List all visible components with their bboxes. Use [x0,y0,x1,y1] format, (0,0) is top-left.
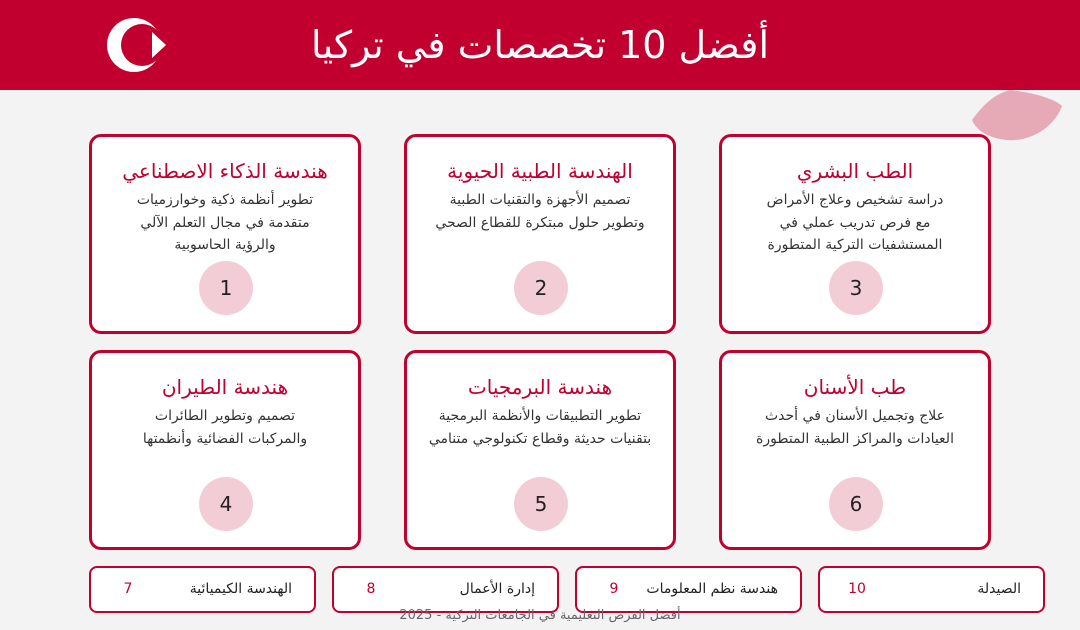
pill-label: هندسة نظم المعلومات [646,581,778,597]
rank-badge: 1 [199,261,253,315]
pill-rank: 10 [848,581,866,597]
pill-label: الصيدلة [977,581,1021,597]
card-desc-line: متقدمة في مجال التعلم الآلي [140,214,310,231]
card-title: هندسة الطيران [161,375,289,399]
specialty-card-biomedical-engineering[interactable] [404,134,676,334]
card-desc-line: تصميم الأجهزة والتقنيات الطبية [449,192,631,208]
rank-badge: 4 [199,477,253,531]
card-description [742,405,968,450]
pill-rank: 9 [609,581,619,597]
card-title: هندسة البرمجيات [467,375,613,399]
header-banner [0,0,1080,90]
pill-rank: 7 [123,581,133,597]
specialty-pill-pharmacy[interactable] [818,566,1045,613]
card-desc-line: دراسة تشخيص وعلاج الأمراض [766,192,944,208]
card-title: الطب البشري [796,159,914,183]
rank-badge: 3 [829,261,883,315]
card-desc-line: والرؤية الحاسوبية [174,237,276,253]
card-description [112,189,338,257]
rank-badge: 2 [514,261,568,315]
pill-label: الهندسة الكيميائية [189,581,292,597]
specialty-pill-chemical-engineering[interactable] [89,566,316,613]
rank-badge: 6 [829,477,883,531]
card-desc-line: العيادات والمراكز الطبية المتطورة [756,430,954,447]
card-title: هندسة الذكاء الاصطناعي [122,159,328,183]
card-description [112,405,338,450]
card-description [427,405,653,450]
specialty-pill-information-systems[interactable] [575,566,802,613]
rank-badge: 5 [514,477,568,531]
pill-rank: 8 [366,581,376,597]
card-description [427,189,653,234]
pill-label: إدارة الأعمال [459,581,535,597]
specialty-card-medicine[interactable] [719,134,991,334]
card-title: الهندسة الطبية الحيوية [447,159,633,183]
card-desc-line: مع فرص تدريب عملي في [779,214,931,231]
footer-caption: أفضل الفرص التعليمية في الجامعات التركية - 2025 [399,608,681,623]
specialty-card-dentistry[interactable] [719,350,991,550]
card-description [742,189,968,257]
specialty-pill-business-administration[interactable] [332,566,559,613]
card-desc-line: المستشفيات التركية المتطورة [767,237,943,253]
card-desc-line: تصميم وتطوير الطائرات [154,408,296,424]
card-desc-line: وتطوير حلول مبتكرة للقطاع الصحي [435,214,645,231]
card-desc-line: تطوير أنظمة ذكية وخوارزميات [136,192,314,208]
card-desc-line: علاج وتجميل الأسنان في أحدث [765,408,945,424]
card-desc-line: تطوير التطبيقات والأنظمة البرمجية [438,408,642,424]
specialty-card-software-engineering[interactable] [404,350,676,550]
card-desc-line: والمركبات الفضائية وأنظمتها [142,430,308,447]
specialty-card-aerospace-engineering[interactable] [89,350,361,550]
specialty-card-ai-engineering[interactable] [89,134,361,334]
page-title: أفضل 10 تخصصات في تركيا [310,23,770,67]
card-desc-line: بتقنيات حديثة وقطاع تكنولوجي متنامي [428,430,652,447]
card-title: طب الأسنان [803,375,907,399]
